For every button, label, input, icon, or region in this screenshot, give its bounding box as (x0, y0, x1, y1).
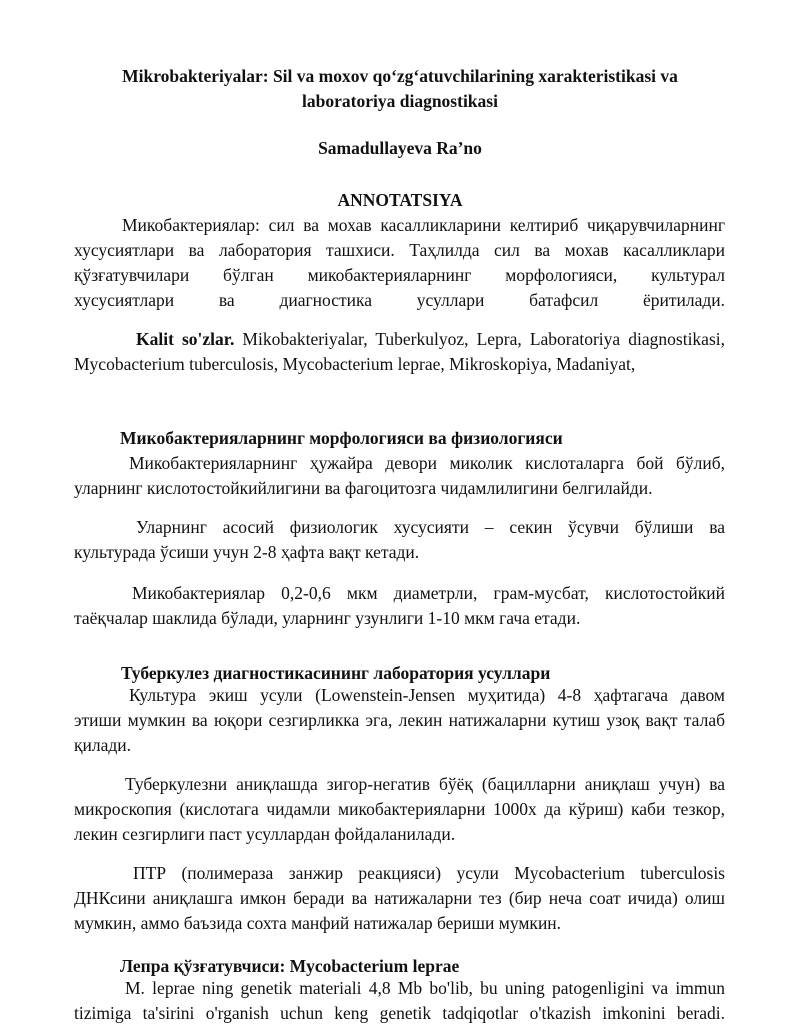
section-1-p3-line-2: таёқчалар шаклида бўлади, уларнинг узунлиги 1-10 мкм гача етади. (74, 608, 581, 628)
annotation-line-4: хусусиятлари ва диагностика усуллари батафсил ёритилади. (74, 290, 725, 310)
keywords-line-2: Mycobacterium tuberculosis, Mycobacterium leprae, Mikroskopiya, Madaniyat, (74, 354, 636, 374)
section-1-p1-line-2: уларнинг кислотостойкийлигини ва фагоцитозга чидамлилигини белгилайди. (74, 478, 653, 498)
section-2-p3-line-1: ПТР (полимераза занжир реакцияси) усули Mycobacterium tuberculosis (133, 863, 725, 883)
section-2-p1-line-2: этиши мумкин ва юқори сезгирликка эга, лекин натижаларни кутиш узоқ вақт талаб (74, 710, 725, 730)
section-2-heading: Туберкулез диагностикасининг лаборатория усуллари (121, 663, 551, 683)
section-1-p1-line-1: Микобактерияларнинг ҳужайра девори миколик кислоталарга бой бўлиб, (129, 453, 725, 473)
section-2-p2-line-2: микроскопия (кислотага чидамли микобактерияларни 1000x да кўриш) каби тезкор, (74, 799, 725, 819)
section-2-p2-line-3: лекин сезгирлиги паст усуллардан фойдаланилади. (74, 824, 456, 844)
annotation-line-3: қўзғатувчилари бўлган микобактерияларнинг морфологияси, культурал (74, 265, 725, 285)
section-2-p3-line-3: мумкин, аммо баъзида сохта манфий натижалар бериши мумкин. (74, 913, 562, 933)
section-2-p3-line-2: ДНКсини аниқлашга имкон беради ва натижаларни тез (бир неча соат ичида) олиш (74, 888, 725, 908)
section-2-p2-line-1: Туберкулезни аниқлашда зигор-негатив бўёқ (бацилларни аниқлаш учун) ва (125, 774, 725, 794)
keywords-text-1: Mikobakteriyalar, Tuberkulyoz, Lepra, Laboratoriya diagnostikasi, (242, 329, 725, 349)
annotation-line-2: хусусиятлари ва лаборатория ташхиси. Таҳлилда сил ва мохав касалликлари (74, 240, 725, 260)
section-1-heading: Микобактерияларнинг морфологияси ва физиологияси (120, 428, 563, 448)
section-3-p1-line-2: tizimiga ta'sirini o'rganish uchun keng genetik tadqiqotlar o'tkazish imkonini beradi. (74, 1003, 725, 1023)
annotation-line-1: Микобактериялар: сил ва мохав касалликларини келтириб чиқарувчиларнинг (122, 215, 725, 235)
title-line-1: Mikrobakteriyalar: Sil va moxov qo‘zg‘atuvchilarining xarakteristikasi va (122, 66, 678, 86)
keywords-label: Kalit so'zlar. (136, 329, 235, 349)
author: Samadullayeva Ra’no (318, 138, 482, 158)
section-2-p1-line-3: қилади. (74, 735, 132, 755)
section-3-heading: Лепра қўзғатувчиси: Mycobacterium leprae (120, 956, 460, 976)
section-1-p2-line-2: культурада ўсиши учун 2-8 ҳафта вақт кетади. (74, 542, 420, 562)
section-1-p3-line-1: Микобактериялар 0,2-0,6 мкм диаметрли, грам-мусбат, кислотостойкий (132, 583, 725, 603)
title-line-2: laboratoriya diagnostikasi (302, 91, 498, 111)
section-3-p1-line-1: M. leprae ning genetik materiali 4,8 Mb bo'lib, bu uning patogenligini va immun (125, 978, 725, 998)
section-2-p1-line-1: Культура экиш усули (Lowenstein-Jensen муҳитида) 4-8 ҳафтагача давом (129, 685, 725, 705)
section-1-p2-line-1: Уларнинг асосий физиологик хусусияти – секин ўсувчи бўлиши ва (136, 517, 725, 537)
keywords-line-1 (74, 329, 725, 350)
annotation-heading: ANNOTATSIYA (337, 190, 463, 210)
